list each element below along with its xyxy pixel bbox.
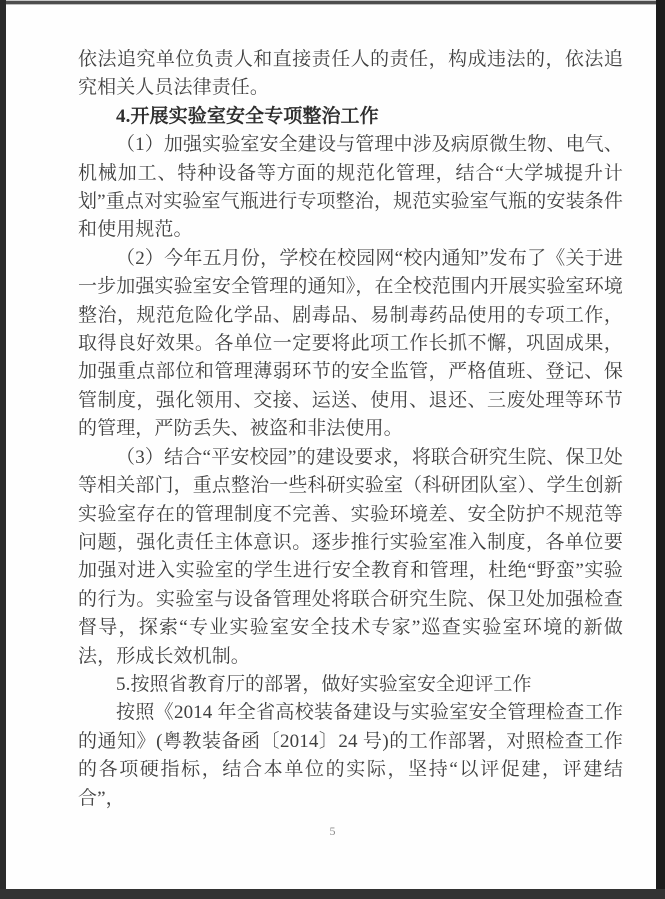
document-body <box>78 46 623 813</box>
scan-edge-bottom <box>0 889 665 899</box>
scan-edge-left <box>0 0 6 899</box>
scan-edge-top <box>0 0 665 5</box>
paragraph-item-3: （3）结合“平安校园”的建设要求，将联合研究生院、保卫处等相关部门，重点整治一些科研实验室（科研团队室）、学生创新实验室存在的管理制度不完善、实验环境差、安全防护不规范等问题，强化责任主体意识。逐步推行实验室准入制度，各单位要加强对进入实验室的学生进行安全教育和管理，杜绝“野蛮”实验的行为。实验室与设备管理处将联合研究生院、保卫处加强检查督导，探索“专业实验室安全技术专家”巡查实验室环境的新做法，形成长效机制。 <box>78 446 623 667</box>
page-number: 5 <box>329 824 336 838</box>
section-heading-4: 4.开展实验室安全专项整治工作 <box>116 105 379 127</box>
section-heading-5: 5.按照省教育厅的部署，做好实验室安全迎评工作 <box>116 673 532 695</box>
paragraph-item-2: （2）今年五月份，学校在校园网“校内通知”发布了《关于进一步加强实验室安全管理的通知》，在全校范围内开展实验室环境整治，规范危险化学品、剧毒品、易制毒药品使用的专项工作，取得良好效果。各单位一定要将此项工作长抓不懈，巩固成果，加强重点部位和管理薄弱环节的安全监管，严格值班、登记、保管制度，强化领用、交接、运送、使用、退还、三废处理等环节的管理，严防丢失、被盗和非法使用。 <box>78 247 623 440</box>
paragraph-item-1: （1）加强实验室安全建设与管理中涉及病原微生物、电气、机械加工、特种设备等方面的规范化管理，结合“大学城提升计划”重点对实验室气瓶进行专项整治，规范实验室气瓶的安装条件和使用规范。 <box>78 134 623 241</box>
paragraph-legal-liability: 依法追究单位负责人和直接责任人的责任，构成违法的，依法追究相关人员法律责任。 <box>78 49 623 99</box>
scan-edge-right <box>656 0 665 899</box>
paragraph-deployment: 按照《2014 年全省高校装备建设与实验室安全管理检查工作的通知》(粤教装备函〔2014〕24 号)的工作部署，对照检查工作的各项硬指标，结合本单位的实际，坚持“以评促建，评建结合”， <box>78 702 623 809</box>
